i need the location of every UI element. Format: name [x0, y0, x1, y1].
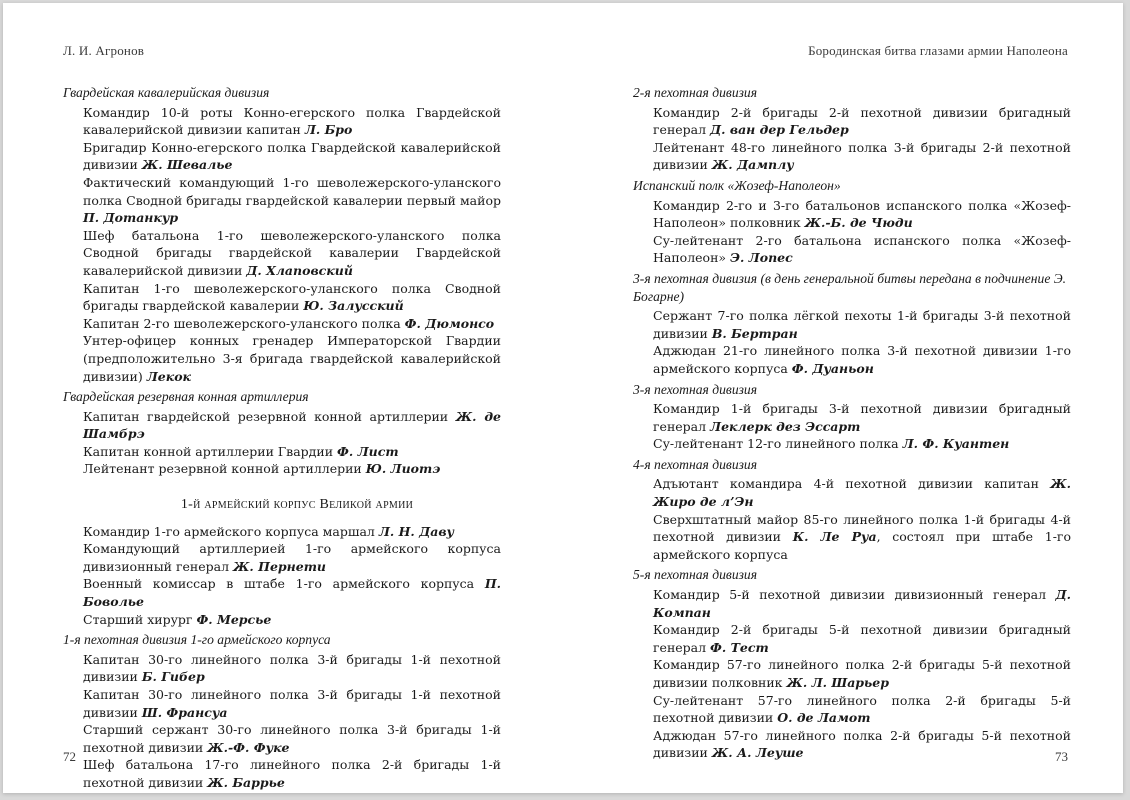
entry-rank: Командир 2-го и 3-го батальонов испанского полка «Жозеф-Наполеон» полковник — [653, 197, 1071, 231]
entry-person-name: Б. Гибер — [141, 669, 205, 685]
roster-entry — [653, 307, 1071, 342]
entry-person-name: Ж. Л. Шарьер — [786, 675, 889, 690]
entry-rank: Лейтенант резервной конной артиллерии — [83, 461, 366, 477]
roster-entry — [653, 232, 1071, 267]
entry-person-name: Лекок — [146, 368, 191, 384]
running-head: Л. И. Агронов — [63, 43, 145, 58]
entry-rank: Командующий артиллерией 1-го армейского корпуса дивизионный генерал — [83, 541, 501, 574]
entry-rank: Капитан 1-го шеволежерского-уланского полка Сводной бригады гвардейской кавалерии — [83, 280, 501, 314]
section-heading: 1-я пехотная дивизия 1-го армейского корпуса — [63, 632, 331, 648]
entry-rank: Военный комиссар в штабе 1-го армейского корпуса — [83, 576, 485, 592]
roster-entry — [653, 342, 1071, 377]
roster-entry — [653, 586, 1071, 621]
roster-entry — [653, 400, 1071, 435]
section-heading: 4-я пехотная дивизия — [633, 456, 758, 472]
roster-entry — [83, 443, 501, 461]
entry-person-name: Ю. Лиотэ — [365, 461, 441, 477]
entry-person-name: Ж. Дамплу — [711, 157, 794, 173]
roster-entry — [83, 332, 501, 385]
entry-rank: Бригадир Конно-егерского полка Гвардейской кавалерийской дивизии — [83, 139, 501, 173]
book-spread — [3, 3, 1123, 793]
roster-entry — [83, 523, 501, 541]
entry-rank: Аджюдан 21-го линейного полка 3-й пехотной дивизии 1-го армейского корпуса — [653, 343, 1071, 376]
entry-rank: Капитан 30-го линейного полка 3-й бригады 1-й пехотной дивизии — [83, 651, 501, 685]
running-head: Бородинская битва глазами армии Наполеона — [808, 43, 1068, 58]
entry-person-name: Ж. Пернети — [233, 558, 327, 574]
entry-rank: Фактический командующий 1-го шеволежерского-уланского полка Сводной бригады гвардейской кавалерии первый майор — [83, 174, 501, 208]
entry-person-name: Ф. Дюмонсо — [404, 315, 495, 331]
entry-rank: Командир 57-го линейного полка 2-й бригады 5-й пехотной дивизии полковник — [653, 657, 1071, 690]
entry-rank: Лейтенант 48-го линейного полка 3-й бригады 2-й пехотной дивизии — [653, 139, 1071, 173]
entry-person-name: Ф. Лист — [337, 443, 399, 459]
entry-rank: Командир 5-й пехотной дивизии дивизионный генерал — [653, 587, 1056, 603]
entry-person-name: Ф. Мерсье — [196, 611, 272, 627]
roster-entry — [653, 197, 1071, 232]
entry-person-name: В. Бертран — [711, 325, 798, 341]
entry-person-name: К. Ле Руа — [792, 529, 877, 545]
entry-person-name: Д. Компан — [653, 587, 1071, 620]
roster-entry — [83, 575, 501, 610]
roster-entry — [653, 104, 1071, 139]
entry-person-name: Ф. Тест — [710, 639, 769, 655]
entry-rank: Шеф батальона 1-го шеволежерского-уланского полка Сводной бригады гвардейской кавалерии Гвардейской кавалерийской дивизии — [83, 227, 501, 278]
roster-entry — [653, 727, 1071, 762]
entry-rank: Старший сержант 30-го линейного полка 3-й бригады 1-й пехотной дивизии — [83, 722, 501, 755]
entry-person-name: Л. Ф. Куантен — [902, 436, 1010, 452]
page-number: 73 — [1055, 749, 1068, 764]
entry-person-name: Л. Бро — [304, 122, 353, 138]
entry-rank: Командир 2-й бригады 5-й пехотной дивизии бригадный генерал — [653, 622, 1071, 655]
entry-rank: Капитан 2-го шеволежерского-уланского полка — [83, 315, 405, 331]
roster-entry — [653, 475, 1071, 510]
section-heading: 3-я пехотная дивизия — [633, 381, 758, 397]
entry-person-name: Ж.-Б. де Чюди — [804, 215, 913, 231]
right-page — [566, 3, 1123, 793]
entry-rank: Капитан 30-го линейного полка 3-й бригады 1-й пехотной дивизии — [83, 687, 501, 720]
entry-person-name: П. Боволье — [83, 576, 501, 610]
roster-entry — [83, 408, 501, 443]
entry-person-name: Ж. де Шамбрэ — [83, 408, 502, 442]
roster-entry — [653, 621, 1071, 656]
roster-entry — [83, 611, 501, 629]
roster-entry — [83, 139, 501, 174]
entry-rank: Командир 1-й бригады 3-й пехотной дивизии бригадный генерал — [653, 401, 1071, 434]
entry-person-name: Ж. А. Леуше — [711, 745, 804, 761]
roster-entry — [83, 460, 501, 478]
entry-rank: Сверхштатный майор 85-го линейного полка 1-й бригады 4-й пехотной дивизии — [653, 511, 1071, 545]
roster-entry — [83, 104, 501, 139]
entry-rank: Су-лейтенант 12-го линейного полка — [653, 436, 903, 452]
right-text-column — [633, 81, 1071, 762]
section-heading: 2-я пехотная дивизия — [633, 85, 758, 100]
entry-person-name: Ж. Баррье — [207, 774, 285, 790]
entry-rank: Командир 2-й бригады 2-й пехотной дивизии бригадный генерал — [653, 104, 1071, 138]
roster-entry — [653, 139, 1071, 174]
page-number: 72 — [63, 749, 76, 764]
roster-entry — [653, 656, 1071, 691]
entry-rank: Аджюдан 57-го линейного полка 2-й бригады 5-й пехотной дивизии — [653, 727, 1071, 761]
entry-person-name: П. Дотанкур — [83, 210, 179, 226]
entry-rank: Сержант 7-го полка лёгкой пехоты 1-й бригады 3-й пехотной дивизии — [653, 308, 1071, 341]
section-heading: Гвардейская резервная конная артиллерия — [63, 389, 309, 405]
entry-person-name: Д. Хлаповский — [246, 262, 353, 278]
entry-rank: Капитан гвардейской резервной конной артиллерии — [83, 408, 456, 424]
roster-entry — [83, 721, 501, 756]
entry-rank: Старший хирург — [83, 611, 197, 627]
entry-rank: Унтер-офицер конных гренадер Императорской Гвардии (предположительно 3-я бригада гвардейской кавалерийской дивизии) — [83, 333, 501, 384]
roster-entry — [653, 435, 1071, 453]
entry-rank: Адъютант командира 4-й пехотной дивизии капитан — [653, 476, 1051, 492]
roster-entry — [83, 686, 501, 721]
entry-person-name: Д. ван дер Гельдер — [710, 122, 849, 138]
roster-entry — [653, 511, 1071, 564]
entry-rank: Шеф батальона 17-го линейного полка 2-й бригады 1-й пехотной дивизии — [83, 757, 501, 790]
entry-person-name: Ж. Жиро де л’Эн — [653, 476, 1071, 510]
roster-entry — [83, 227, 501, 280]
entry-person-name: Леклерк дез Эссарт — [710, 418, 861, 434]
roster-entry — [83, 315, 501, 333]
entry-person-name: Ф. Дуаньон — [791, 360, 874, 376]
entry-rank: Командир 10-й роты Конно-егерского полка Гвардейской кавалерийской дивизии капитан — [83, 104, 501, 138]
entry-person-name: Л. Н. Даву — [378, 523, 455, 539]
entry-rank: Командир 1-го армейского корпуса маршал — [83, 523, 379, 539]
section-heading: Гвардейская кавалерийская дивизия — [63, 85, 270, 100]
roster-entry — [83, 651, 501, 686]
roster-entry — [83, 280, 501, 315]
entry-rank: Капитан конной артиллерии Гвардии — [83, 443, 338, 459]
entry-person-name: О. де Ламот — [777, 710, 871, 726]
roster-entry — [83, 756, 501, 791]
entry-person-name: Ж.-Ф. Фуке — [207, 739, 290, 755]
entry-rank: Су-лейтенант 57-го линейного полка 2-й бригады 5-й пехотной дивизии — [653, 692, 1071, 726]
section-heading: Испанский полк «Жозеф-Наполеон» — [633, 177, 841, 193]
left-page — [3, 3, 566, 793]
entry-person-name: Ш. Франсуа — [141, 704, 228, 720]
section-heading: 3-я пехотная дивизия (в день генеральной битвы передана в подчинение Э. Богарне) — [633, 270, 1067, 304]
entry-person-name: Э. Лопес — [730, 250, 793, 266]
roster-entry — [653, 692, 1071, 727]
left-text-column — [63, 81, 501, 792]
section-heading: 5-я пехотная дивизия — [633, 567, 758, 583]
roster-entry — [83, 174, 501, 227]
entry-rank: Су-лейтенант 2-го батальона испанского полка «Жозеф-Наполеон» — [653, 232, 1071, 266]
entry-person-name: Ж. Шевалье — [141, 157, 233, 173]
chapter-heading: 1-й армейский корпус Великой армии — [180, 497, 414, 513]
roster-entry — [83, 540, 501, 575]
entry-person-name: Ю. Залусский — [303, 298, 404, 314]
entry-note: , состоял при штабе 1-го армейского корпуса — [653, 529, 1071, 562]
